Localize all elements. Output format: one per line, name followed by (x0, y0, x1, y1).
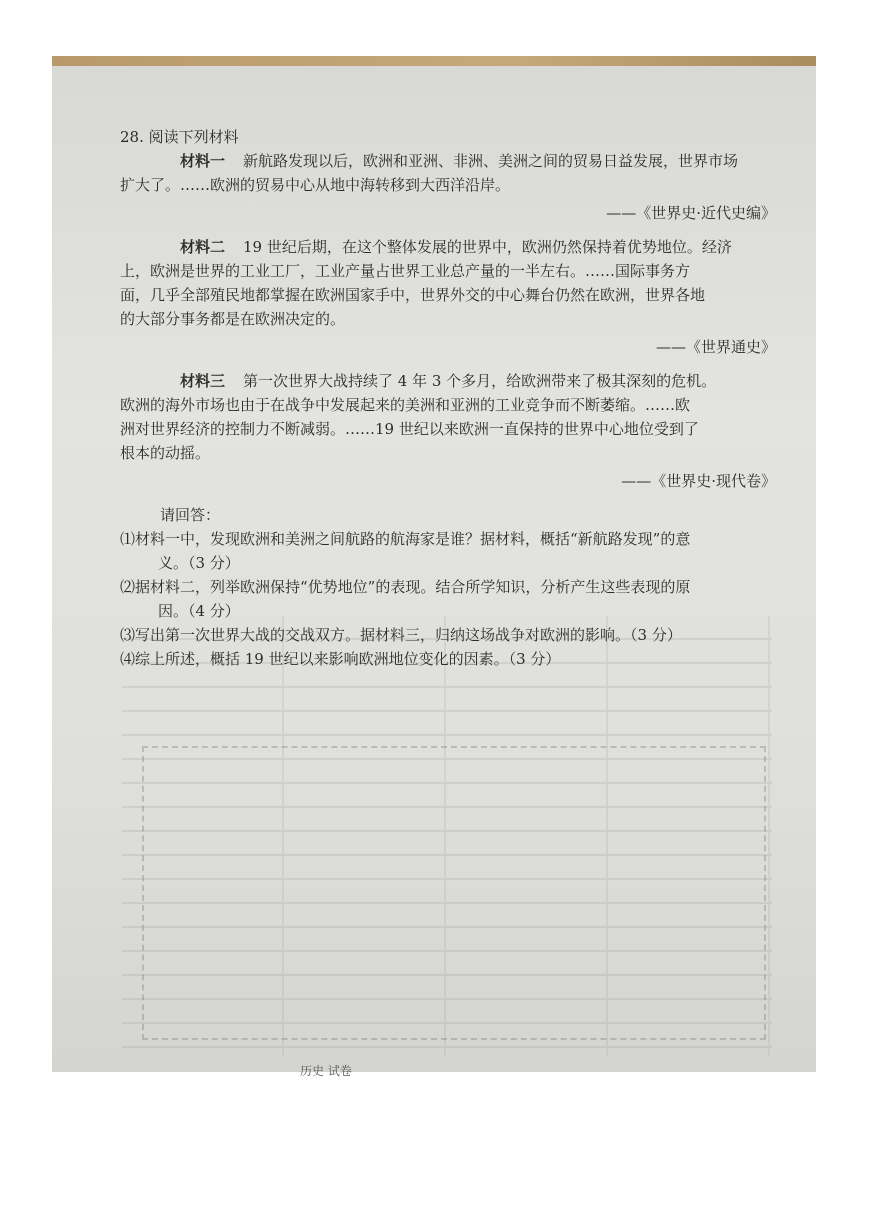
subquestion-4 (120, 647, 776, 671)
subquestion-line: ⑷综上所述，概括 19 世纪以来影响欧洲地位变化的因素。（3 分） (120, 650, 561, 668)
material-text-line: 洲对世界经济的控制力不断减弱。……19 世纪以来欧洲一直保持的世界中心地位受到了 (120, 420, 699, 438)
subquestion-3 (120, 623, 776, 647)
material-text-line: 面，几乎全部殖民地都掌握在欧洲国家手中，世界外交的中心舞台仍然在欧洲，世界各地 (120, 286, 706, 304)
subquestion-line: 义。（3 分） (158, 554, 240, 572)
material-3 (120, 369, 776, 493)
page-footer: 历史 试卷 (300, 1064, 352, 1078)
material-label: 材料三 (180, 372, 226, 390)
material-text-line: 19 世纪后期，在这个整体发展的世界中，欧洲仍然保持着优势地位。经济 (243, 238, 732, 256)
material-label: 材料二 (180, 238, 226, 256)
question-title: 28. 阅读下列材料 (120, 128, 239, 146)
question-28 (120, 125, 776, 671)
answer-prompt: 请回答： (160, 506, 221, 524)
paper-top-edge (52, 56, 816, 66)
subquestion-line: ⑴材料一中，发现欧洲和美洲之间航路的航海家是谁？据材料，概括“新航路发现”的意 (120, 530, 691, 548)
subquestion-1 (120, 527, 776, 575)
material-1 (120, 149, 776, 225)
material-source: ——《世界史·现代卷》 (621, 472, 776, 490)
material-text-line: 新航路发现以后，欧洲和亚洲、非洲、美洲之间的贸易日益发展，世界市场 (243, 152, 739, 170)
material-source: ——《世界史·近代史编》 (606, 204, 776, 222)
material-source: ——《世界通史》 (655, 338, 776, 356)
subquestion-line: 因。（4 分） (158, 602, 240, 620)
material-text-line: 第一次世界大战持续了 4 年 3 个多月，给欧洲带来了极其深刻的危机。 (243, 372, 717, 390)
subquestion-line: ⑵据材料二，列举欧洲保持“优势地位”的表现。结合所学知识，分析产生这些表现的原 (120, 578, 691, 596)
material-label: 材料一 (180, 152, 226, 170)
material-text-line: 根本的动摇。 (120, 444, 211, 462)
material-text-line: 上，欧洲是世界的工业工厂，工业产量占世界工业总产量的一半左右。……国际事务方 (120, 262, 691, 280)
subquestion-line: ⑶写出第一次世界大战的交战双方。据材料三，归纳这场战争对欧洲的影响。（3 分） (120, 626, 682, 644)
material-text-line: 欧洲的海外市场也由于在战争中发展起来的美洲和亚洲的工业竞争而不断萎缩。……欧 (120, 396, 691, 414)
material-text-line: 的大部分事务都是在欧洲决定的。 (120, 310, 346, 328)
material-2 (120, 235, 776, 359)
material-text-line: 扩大了。……欧洲的贸易中心从地中海转移到大西洋沿岸。 (120, 176, 511, 194)
subquestion-2 (120, 575, 776, 623)
bleed-through-box (142, 746, 766, 1040)
